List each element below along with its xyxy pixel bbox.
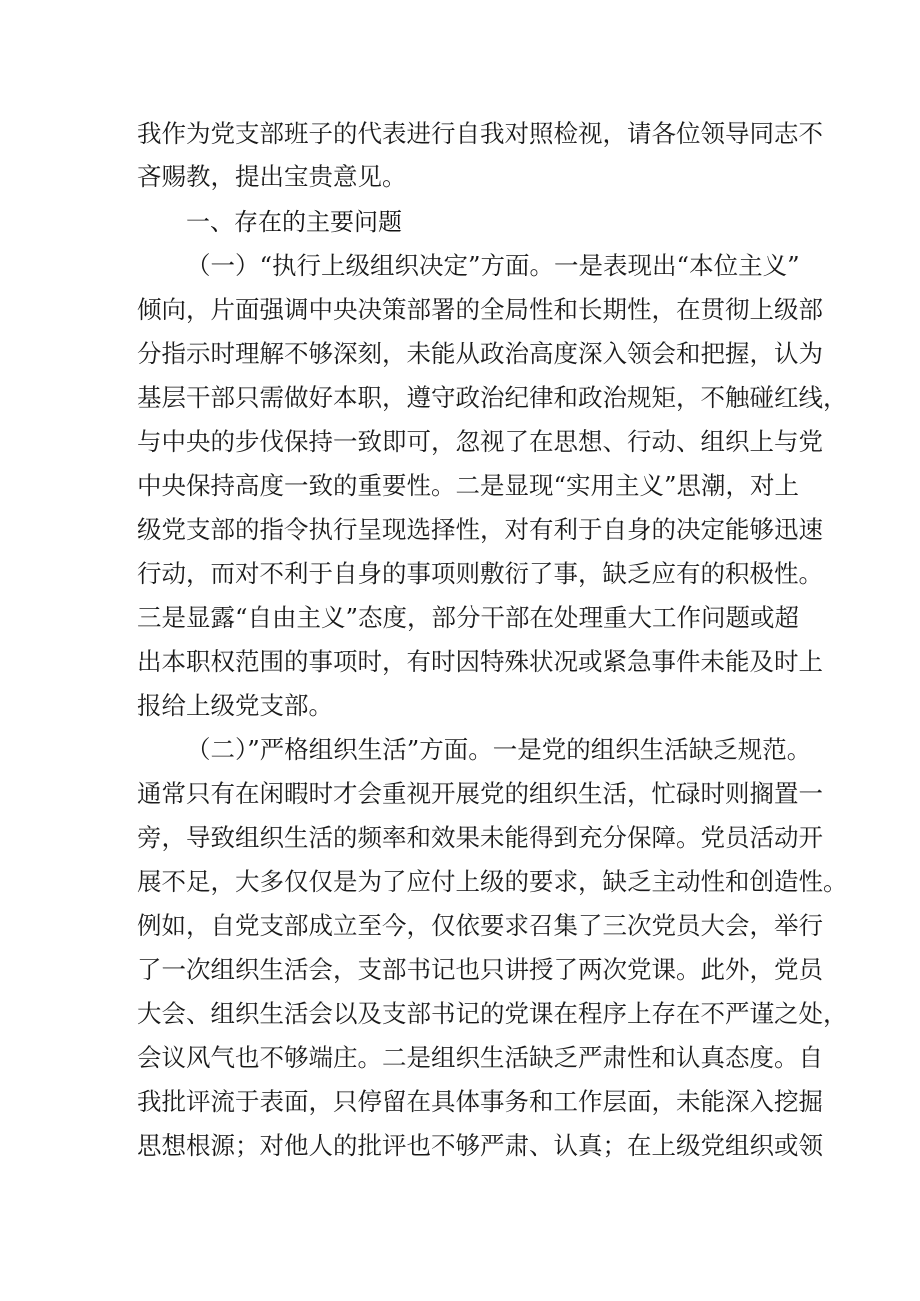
para1-line-1: （一）“执行上级组织决定”方面。一是表现出“本位主义” <box>186 251 800 280</box>
para1-line-8: 行动，而对不利于自身的事项则敷衍了事，缺乏应有的积极性。 <box>137 559 823 588</box>
para1-line-9: 三是显露“自由主义”态度，部分干部在处理重大工作问题或超 <box>137 603 800 632</box>
para2-line-1: （二）”严格组织生活”方面。一是党的组织生活缺乏规范。 <box>186 735 812 764</box>
para2-line-5: 例如，自党支部成立至今，仅依要求召集了三次党员大会，举行 <box>137 911 823 940</box>
para1-line-3: 分指示时理解不够深刻，未能从政治高度深入领会和把握，认为 <box>137 339 823 368</box>
para2-line-3: 旁，导致组织生活的频率和效果未能得到充分保障。党员活动开 <box>137 823 823 852</box>
para2-line-8: 会议风气也不够端庄。二是组织生活缺乏严肃性和认真态度。自 <box>137 1043 823 1072</box>
para1-line-4: 基层干部只需做好本职，遵守政治纪律和政治规矩，不触碰红线， <box>137 383 848 412</box>
para2-line-4: 展不足，大多仅仅是为了应付上级的要求，缺乏主动性和创造性。 <box>137 867 848 896</box>
para2-line-10: 思想根源；对他人的批评也不够严肃、认真；在上级党组织或领 <box>137 1131 823 1160</box>
para2-line-9: 我批评流于表面，只停留在具体事务和工作层面，未能深入挖掘 <box>137 1087 823 1116</box>
para1-line-6: 中央保持高度一致的重要性。二是显现“实用主义”思潮，对上 <box>137 471 800 500</box>
para2-line-6: 了一次组织生活会，支部书记也只讲授了两次党课。此外，党员 <box>137 955 823 984</box>
para1-line-5: 与中央的步伐保持一致即可，忽视了在思想、行动、组织上与党 <box>137 427 823 456</box>
section-heading: 一、存在的主要问题 <box>186 208 402 236</box>
para2-line-7: 大会、组织生活会以及支部书记的党课在程序上存在不严谨之处， <box>137 999 848 1028</box>
intro-line-2: 吝赐教，提出宝贵意见。 <box>137 162 407 191</box>
para2-line-2: 通常只有在闲暇时才会重视开展党的组织生活，忙碌时则搁置一 <box>137 779 823 808</box>
para1-line-11: 报给上级党支部。 <box>137 691 333 720</box>
para1-line-7: 级党支部的指令执行呈现选择性，对有利于自身的决定能够迅速 <box>137 515 823 544</box>
intro-line-1: 我作为党支部班子的代表进行自我对照检视，请各位领导同志不 <box>137 119 823 148</box>
para1-line-2: 倾向，片面强调中央决策部署的全局性和长期性，在贯彻上级部 <box>137 295 823 324</box>
para1-line-10: 出本职权范围的事项时，有时因特殊状况或紧急事件未能及时上 <box>137 647 823 676</box>
